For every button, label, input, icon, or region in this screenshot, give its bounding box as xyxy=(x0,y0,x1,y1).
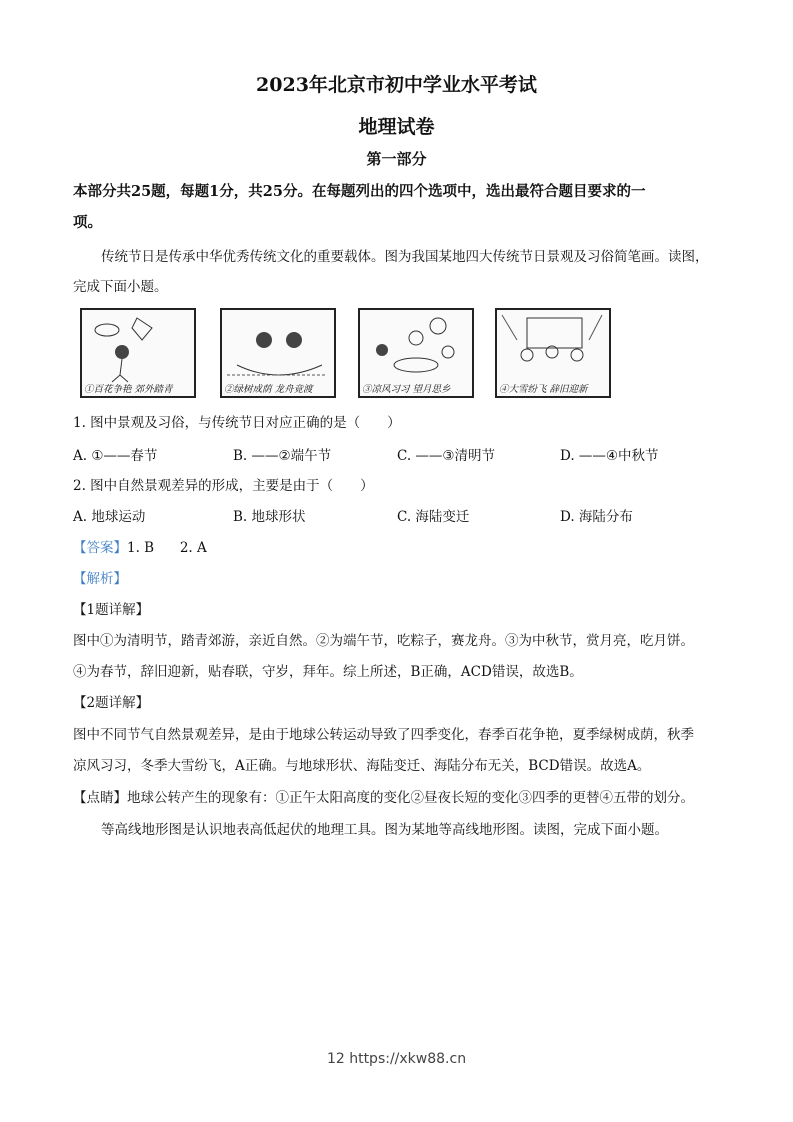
section-heading: 第一部分 xyxy=(366,150,427,168)
festival-picture-4 xyxy=(495,308,611,398)
detail-1-text: ④为春节，辞旧迎新，贴春联，守岁，拜年。综上所述，B正确，ACD错误，故选B。 xyxy=(73,664,583,680)
intro-text-2: 等高线地形图是认识地表高低起伏的地理工具。图为某地等高线地形图。读图，完成下面小题。 xyxy=(101,822,668,838)
detail-1-text: 图中①为清明节，踏青郊游，亲近自然。②为端午节，吃粽子，赛龙舟。③为中秋节，赏月亮，吃月饼。 xyxy=(73,633,694,649)
festival-picture-3 xyxy=(358,308,474,398)
picture-caption: ①百花争艳 郊外踏青 xyxy=(84,384,173,395)
instructions-line: 项。 xyxy=(73,214,102,231)
detail-2-heading: 【2题详解】 xyxy=(73,695,150,711)
picture-caption: ②绿树成荫 龙舟竞渡 xyxy=(224,384,313,395)
instructions-line: 本部分共25题，每题1分，共25分。在每题列出的四个选项中，选出最符合题目要求的一 xyxy=(73,183,646,200)
analysis-label: 【解析】 xyxy=(73,571,127,587)
answer-line xyxy=(73,536,207,556)
picture-caption: ④大雪纷飞 辞旧迎新 xyxy=(499,384,588,395)
question-2-stem: 2. 图中自然景观差异的形成，主要是由于（ ） xyxy=(73,478,374,494)
festival-picture-2 xyxy=(220,308,336,398)
q1-option-c: C. ——③清明节 xyxy=(397,448,496,464)
page-footer: 12 https://xkw88.cn xyxy=(326,1051,467,1067)
page-subtitle: 地理试卷 xyxy=(358,116,435,138)
q2-option-c: C. 海陆变迁 xyxy=(397,509,470,525)
intro-text: 传统节日是传承中华优秀传统文化的重要载体。图为我国某地四大传统节日景观及习俗简笔画。读图， xyxy=(101,249,709,265)
tip-text: 【点睛】地球公转产生的现象有：①正午太阳高度的变化②昼夜长短的变化③四季的更替④五带的划分。 xyxy=(73,790,694,806)
detail-1-heading: 【1题详解】 xyxy=(73,602,150,618)
answer-label: 【答案】 xyxy=(73,540,127,556)
answer-text: 1. B 2. A xyxy=(127,540,207,556)
festival-picture-1 xyxy=(80,308,196,398)
intro-text: 完成下面小题。 xyxy=(73,279,168,295)
q2-option-b: B. 地球形状 xyxy=(233,509,306,525)
detail-2-text: 图中不同节气自然景观差异，是由于地球公转运动导致了四季变化，春季百花争艳，夏季绿树成荫，秋季 xyxy=(73,727,694,743)
page-title: 2023年北京市初中学业水平考试 xyxy=(256,74,537,96)
detail-2-text: 凉风习习，冬季大雪纷飞，A正确。与地球形状、海陆变迁、海陆分布无关，BCD错误。故选A。 xyxy=(73,758,651,774)
question-1-stem: 1. 图中景观及习俗，与传统节日对应正确的是（ ） xyxy=(73,415,401,431)
q2-option-a: A. 地球运动 xyxy=(73,509,146,525)
q1-option-d: D. ——④中秋节 xyxy=(560,448,659,464)
picture-caption: ③凉风习习 望月思乡 xyxy=(362,384,451,395)
q2-option-d: D. 海陆分布 xyxy=(560,509,633,525)
q1-option-a: A. ①——春节 xyxy=(73,448,158,464)
q1-option-b: B. ——②端午节 xyxy=(233,448,332,464)
